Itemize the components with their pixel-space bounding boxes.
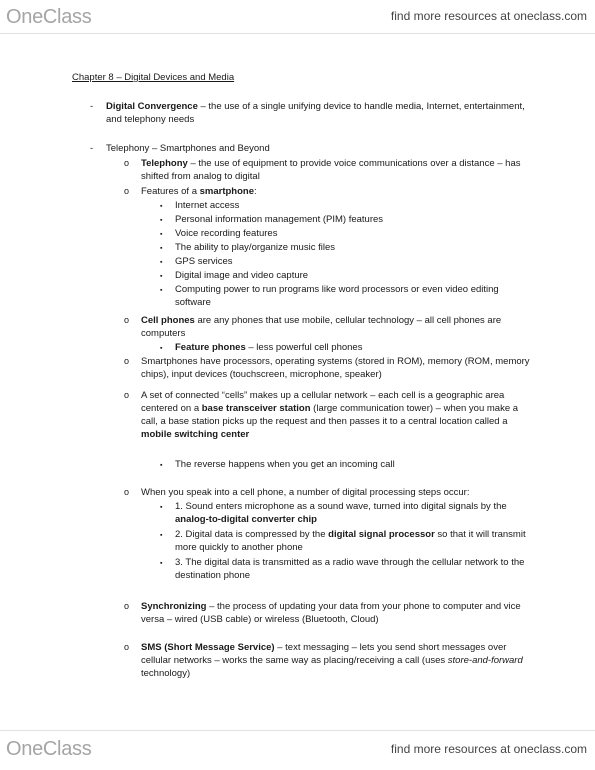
term: Telephony [141,158,188,169]
item-cellular-network [141,389,531,441]
square-bullet: ▪ [160,532,163,539]
feature-item: Computing power to run programs like word processors or even video editing software [175,284,499,308]
step-2 [175,528,530,554]
term: Cell phones [141,315,195,326]
definition: – the use of equipment to provide voice communications over a distance – has shifted from analog to digital [141,158,521,182]
text: so that it will transmit more quickly to another phone [175,529,526,553]
item-processing-steps: When you speak into a cell phone, a number of digital processing steps occur: [141,487,470,498]
feature-item: Personal information management (PIM) features [175,214,384,225]
square-bullet: ▪ [160,504,163,511]
text: – text messaging – lets you send short messages over cellular networks – works the same way as placing/receiving a call (uses [141,642,507,666]
term: smartphone [199,186,254,197]
definition: – less powerful cell phones [245,342,363,353]
circle-bullet: o [124,186,130,196]
item-feature-phones [175,341,530,354]
footer-resources-link[interactable]: find more resources at oneclass.com [390,742,587,756]
text: Features of a [141,186,200,197]
circle-bullet: o [124,315,130,325]
definition: are any phones that use mobile, cellular technology – all cell phones are computers [141,315,502,339]
term: digital signal processor [328,529,435,540]
text: A set of connected “cells” makes up a cellular network – each cell is a geographic area centered on a [141,390,505,414]
text: technology) [141,668,191,679]
footer-divider [0,730,595,731]
oneclass-logo[interactable]: OneClass [6,738,92,760]
feature-item: Digital image and video capture [175,270,309,281]
circle-bullet: o [124,487,130,497]
term: Synchronizing [141,601,207,612]
page-header [0,0,595,36]
text: 2. Digital data is compressed by the [175,529,329,540]
term: mobile switching center [141,429,250,440]
circle-bullet: o [124,390,130,400]
definition: – the process of updating your data from your phone to computer and vice versa – wired (USB cable) or wireless (Bluetooth, Cloud) [141,601,521,625]
square-bullet: ▪ [160,245,163,252]
term: Feature phones [175,342,246,353]
term: SMS (Short Message Service) [141,642,275,653]
header-divider [0,33,595,34]
item-telephony [141,157,531,183]
square-bullet: ▪ [160,273,163,280]
term: Digital Convergence [106,101,198,112]
item-cell-phones [141,314,531,340]
item-smartphone-hardware: Smartphones have processors, operating systems (stored in ROM), memory (ROM, memory chips), input devices (touchscreen, microphone, speaker) [141,356,530,380]
step-1 [175,500,530,526]
page-footer [0,730,595,770]
item-telephony-heading: Telephony – Smartphones and Beyond [106,143,270,154]
text: (large communication tower) – when you make a call, a base station picks up the request and then passes it to a central location called a [141,403,519,427]
step-3: 3. The digital data is transmitted as a radio wave through the cellular network to the destination phone [175,557,525,581]
item-incoming-call: The reverse happens when you get an incoming call [175,459,395,470]
header-resources-link[interactable]: find more resources at oneclass.com [390,9,587,23]
item-smartphone-features [141,185,531,198]
feature-item: GPS services [175,256,233,267]
square-bullet: ▪ [160,287,163,294]
circle-bullet: o [124,601,130,611]
square-bullet: ▪ [160,462,163,469]
feature-item: The ability to play/organize music files [175,242,335,253]
item-synchronizing [141,600,531,626]
text: 1. Sound enters microphone as a sound wave, turned into digital signals by the [175,501,507,512]
circle-bullet: o [124,356,130,366]
square-bullet: ▪ [160,259,163,266]
dash-bullet: - [90,101,94,112]
square-bullet: ▪ [160,217,163,224]
emphasis: store-and-forward [447,655,523,666]
square-bullet: ▪ [160,345,163,352]
dash-bullet: - [90,143,94,154]
chapter-title: Chapter 8 – Digital Devices and Media [72,72,235,83]
term: analog-to-digital converter chip [175,514,317,525]
oneclass-logo[interactable]: OneClass [6,6,92,28]
square-bullet: ▪ [160,203,163,210]
term: base transceiver station [201,403,311,414]
feature-item: Voice recording features [175,228,278,239]
text: : [254,186,257,197]
item-sms [141,641,531,680]
definition: – the use of a single unifying device to handle media, Internet, entertainment, and telephony needs [106,101,525,125]
square-bullet: ▪ [160,560,163,567]
item-digital-convergence [106,100,536,126]
circle-bullet: o [124,158,130,168]
square-bullet: ▪ [160,231,163,238]
circle-bullet: o [124,642,130,652]
feature-item: Internet access [175,200,240,211]
